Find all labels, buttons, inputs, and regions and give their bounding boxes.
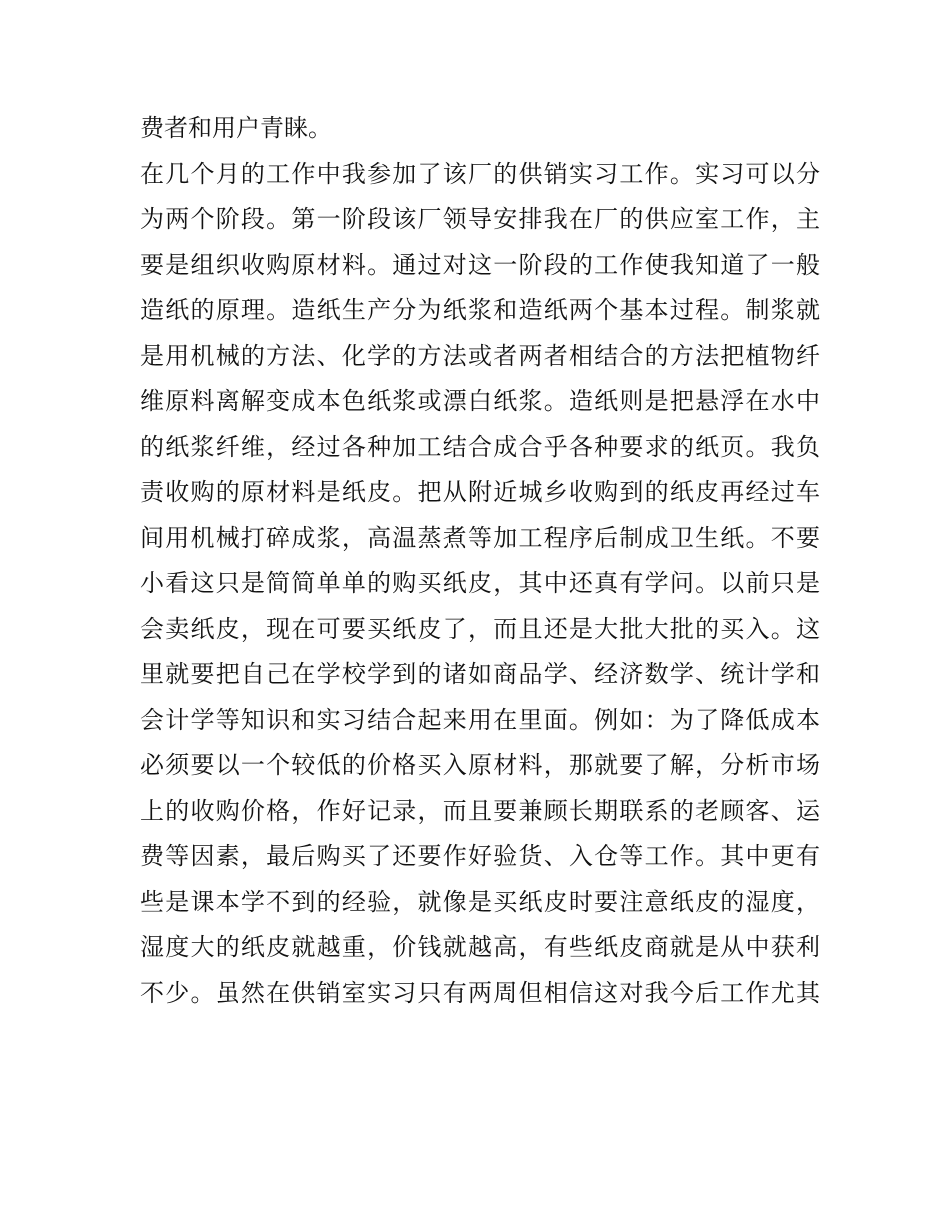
text-line: 在几个月的工作中我参加了该厂的供销实习工作。实习可以分 (140, 159, 820, 188)
text-line: 责收购的原材料是纸皮。把从附近城乡收购到的纸皮再经过车 (140, 478, 820, 506)
text-line: 会计学等知识和实习结合起来用在里面。例如：为了降低成本 (140, 705, 820, 734)
text-line: 费者和用户青睐。 (140, 114, 332, 142)
text-line: 维原料离解变成本色纸浆或漂白纸浆。造纸则是把悬浮在水中 (140, 387, 820, 415)
text-line: 会卖纸皮，现在可要买纸皮了，而且还是大批大批的买入。这 (140, 614, 820, 643)
text-line: 不少。虽然在供销室实习只有两周但相信这对我今后工作尤其 (140, 978, 820, 1007)
text-line: 费等因素，最后购买了还要作好验货、入仓等工作。其中更有 (140, 842, 820, 870)
text-line: 上的收购价格，作好记录，而且要兼顾长期联系的老顾客、运 (140, 796, 820, 825)
text-line: 为两个阶段。第一阶段该厂领导安排我在厂的供应室工作，主 (140, 205, 820, 233)
text-line: 间用机械打碎成浆，高温蒸煮等加工程序后制成卫生纸。不要 (140, 523, 820, 552)
text-line: 是用机械的方法、化学的方法或者两者相结合的方法把植物纤 (140, 341, 820, 370)
body-text (140, 106, 820, 1016)
text-line: 必须要以一个较低的价格买入原材料，那就要了解，分析市场 (140, 751, 820, 779)
text-line: 些是课本学不到的经验，就像是买纸皮时要注意纸皮的湿度， (140, 887, 820, 916)
text-line: 里就要把自己在学校学到的诸如商品学、经济数学、统计学和 (140, 660, 820, 688)
text-line: 造纸的原理。造纸生产分为纸浆和造纸两个基本过程。制浆就 (140, 296, 820, 324)
text-line: 湿度大的纸皮就越重，价钱就越高，有些纸皮商就是从中获利 (140, 933, 820, 961)
text-line: 要是组织收购原材料。通过对这一阶段的工作使我知道了一般 (140, 250, 820, 279)
text-line: 的纸浆纤维，经过各种加工结合成合乎各种要求的纸页。我负 (140, 432, 820, 461)
text-line: 小看这只是简简单单的购买纸皮，其中还真有学问。以前只是 (140, 569, 820, 597)
